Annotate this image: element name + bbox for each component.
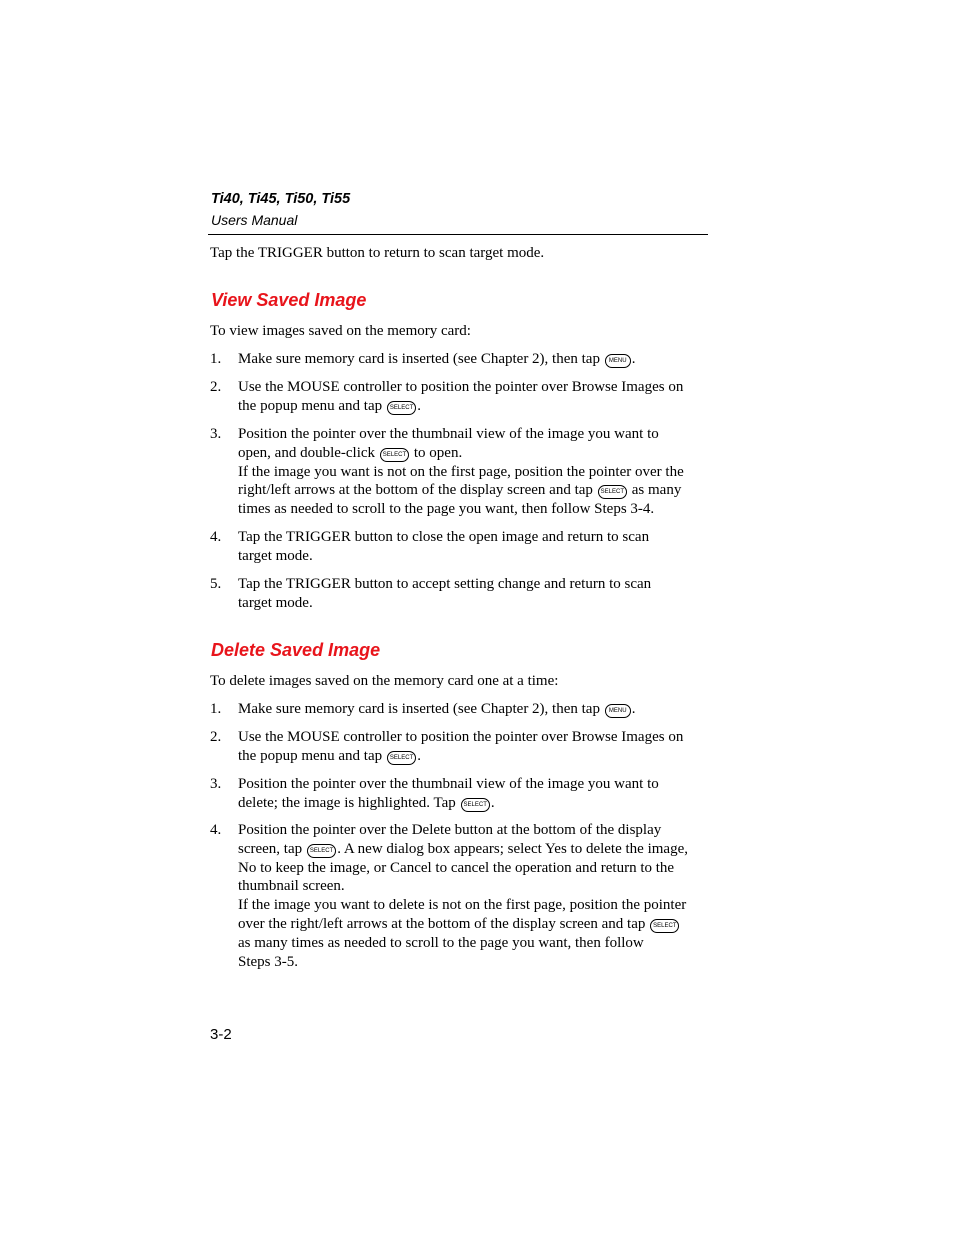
step-text: . <box>417 747 421 764</box>
select-key-icon: SELECT <box>650 919 679 933</box>
step-text: over the right/left arrows at the bottom of the display screen and tap <box>238 915 646 932</box>
step-text: Tap the TRIGGER button to accept setting change and return to scan <box>238 576 652 592</box>
step-text: . <box>631 351 636 367</box>
step-text: times as needed to scroll to the page you want, then follow Steps 3-4. <box>238 501 655 518</box>
step-text: as many <box>631 482 682 499</box>
select-key-icon: SELECT <box>598 485 627 499</box>
page-number: 3-2 <box>210 1026 232 1043</box>
step-text: Use the MOUSE controller to position the pointer over Browse Images on <box>238 379 684 395</box>
step-text: thumbnail screen. <box>238 878 345 895</box>
step-text: Make sure memory card is inserted (see Chapter 2), then tap <box>238 701 600 717</box>
step-number: 3. <box>210 426 222 442</box>
step-text: the popup menu and tap <box>238 747 383 764</box>
menu-key-icon: MENU <box>605 354 631 368</box>
step-text: right/left arrows at the bottom of the display screen and tap <box>238 482 593 499</box>
step-text: Tap the TRIGGER button to close the open image and return to scan <box>238 529 650 545</box>
step-number: 4. <box>210 822 222 838</box>
step-text: Make sure memory card is inserted (see Chapter 2), then tap <box>238 351 600 367</box>
step-text: target mode. <box>238 594 313 611</box>
step-number: 5. <box>210 576 222 592</box>
step-number: 1. <box>210 701 222 717</box>
select-key-icon: SELECT <box>387 401 416 415</box>
manual-model-title: Ti40, Ti45, Ti50, Ti55 <box>211 191 351 207</box>
step-number: 1. <box>210 351 222 367</box>
step-text: If the image you want to delete is not on the first page, position the pointer <box>238 897 687 914</box>
step-text: . A new dialog box appears; select Yes to delete the image, <box>337 840 688 857</box>
select-key-icon: SELECT <box>387 751 416 765</box>
step-text: to open. <box>413 444 463 461</box>
step-text: Position the pointer over the thumbnail view of the image you want to <box>238 426 659 442</box>
step-text: screen, tap <box>238 840 303 857</box>
step-text: delete; the image is highlighted. Tap <box>238 794 456 811</box>
step-number: 2. <box>210 379 222 395</box>
step-text: the popup menu and tap <box>238 397 383 414</box>
view-section-intro: To view images saved on the memory card: <box>210 323 471 339</box>
step-number: 2. <box>210 729 222 745</box>
step-text: open, and double-click <box>238 444 376 461</box>
step-number: 4. <box>210 529 222 545</box>
step-text: target mode. <box>238 547 313 564</box>
step-text: . <box>417 397 421 414</box>
step-number: 3. <box>210 776 222 792</box>
select-key-icon: SELECT <box>461 798 490 812</box>
delete-saved-image-heading: Delete Saved Image <box>211 640 381 660</box>
view-saved-image-heading: View Saved Image <box>211 290 367 310</box>
step-text: as many times as needed to scroll to the page you want, then follow <box>238 934 644 951</box>
intro-paragraph: Tap the TRIGGER button to return to scan target mode. <box>210 245 545 261</box>
step-text: Steps 3-5. <box>238 953 298 970</box>
delete-section-intro: To delete images saved on the memory card one at a time: <box>210 673 559 689</box>
step-text: Position the pointer over the Delete button at the bottom of the display <box>238 822 662 838</box>
header-rule <box>208 234 708 235</box>
select-key-icon: SELECT <box>307 844 336 858</box>
select-key-icon: SELECT <box>380 448 409 462</box>
step-text: Position the pointer over the thumbnail view of the image you want to <box>238 776 659 792</box>
step-text: If the image you want is not on the first page, position the pointer over the <box>238 463 684 480</box>
step-text: . <box>631 701 636 717</box>
step-text: No to keep the image, or Cancel to cancel the operation and return to the <box>238 859 675 876</box>
menu-key-icon: MENU <box>605 704 631 718</box>
manual-subtitle: Users Manual <box>211 212 298 228</box>
step-text: . <box>490 794 495 811</box>
step-text: Use the MOUSE controller to position the pointer over Browse Images on <box>238 729 684 745</box>
